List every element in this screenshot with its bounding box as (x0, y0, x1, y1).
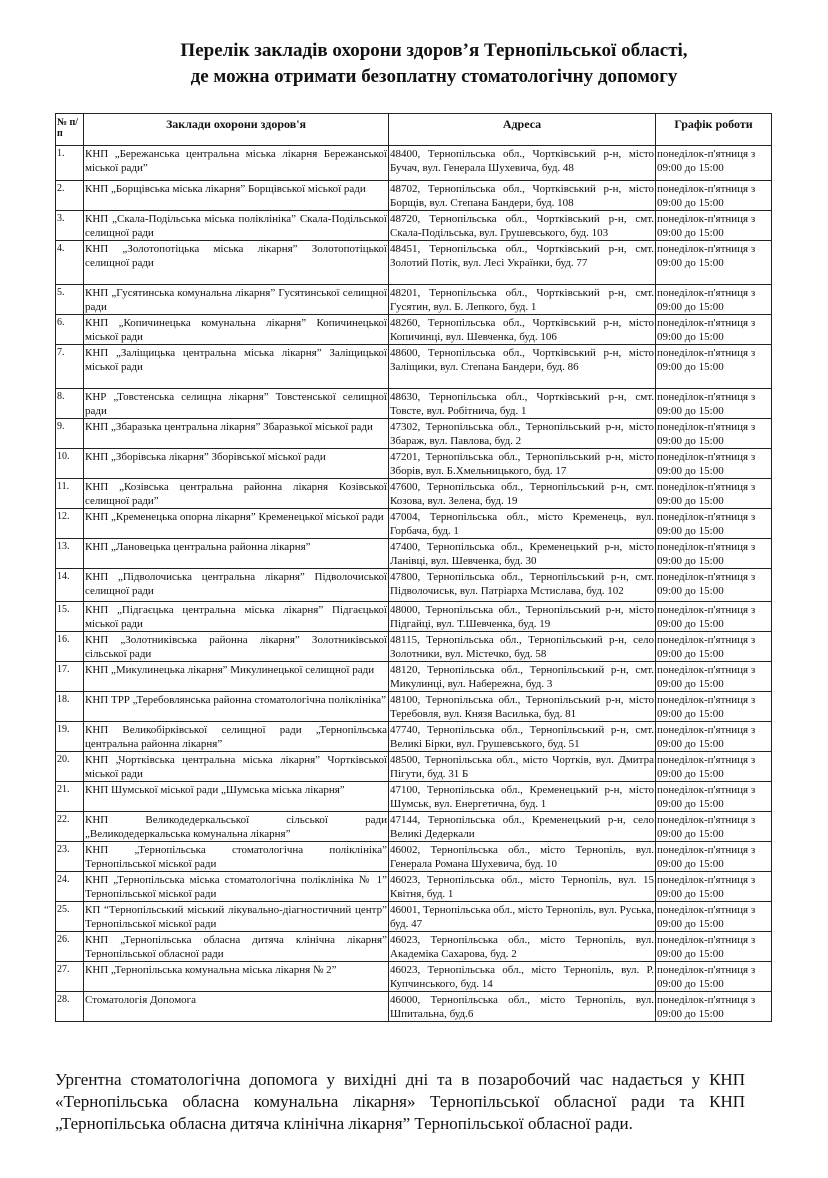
row-schedule: понеділок-п'ятниця з 09:00 до 15:00 (656, 211, 772, 241)
row-institution: КНП „Кременецька опорна лікарня” Кременецької міської ради (84, 509, 389, 539)
header-num: № п/п (56, 114, 84, 146)
row-schedule: понеділок-п'ятниця з 09:00 до 15:00 (656, 782, 772, 812)
table-row (56, 692, 772, 722)
row-number: 24. (56, 872, 84, 902)
footer-note: Ургентна стоматологічна допомога у вихідні дні та в позаробочий час надається у КНП «Тернопільська обласна комунальна лікарня» Тернопільської обласної ради та КНП „Тернопільська обласна дитяча клінічна лікарня” Тернопільської обласної ради. (55, 1070, 745, 1133)
row-number: 2. (56, 181, 84, 211)
row-number: 15. (56, 602, 84, 632)
row-schedule: понеділок-п'ятниця з 09:00 до 15:00 (656, 389, 772, 419)
row-address: 46023, Тернопільська обл., місто Тернопіль, вул. Академіка Сахарова, буд. 2 (389, 932, 656, 962)
table-row (56, 782, 772, 812)
row-number: 16. (56, 632, 84, 662)
row-institution: КНП „Зборівська лікарня” Зборівської міської ради (84, 449, 389, 479)
row-number: 25. (56, 902, 84, 932)
row-institution: КНП „Тернопільська обласна дитяча клінічна лікарня” Тернопільської обласної ради (84, 932, 389, 962)
table-row (56, 722, 772, 752)
row-address: 47800, Тернопільська обл., Тернопільський р-н, смт. Підволочиськ, вул. Патріарха Мстислава, буд. 102 (389, 569, 656, 602)
row-number: 23. (56, 842, 84, 872)
row-schedule: понеділок-п'ятниця з 09:00 до 15:00 (656, 962, 772, 992)
row-institution: КНП „Заліщицька центральна міська лікарня” Заліщицької міської ради (84, 345, 389, 389)
table-row (56, 315, 772, 345)
row-schedule: понеділок-п'ятниця з 09:00 до 15:00 (656, 146, 772, 181)
table-row (56, 211, 772, 241)
table-row (56, 842, 772, 872)
table-row (56, 812, 772, 842)
row-schedule: понеділок-п'ятниця з 09:00 до 15:00 (656, 241, 772, 285)
row-number: 8. (56, 389, 84, 419)
row-institution: КНП „Підволочиська центральна лікарня” Підволочиської селищної ради (84, 569, 389, 602)
row-number: 14. (56, 569, 84, 602)
row-number: 7. (56, 345, 84, 389)
row-schedule: понеділок-п'ятниця з 09:00 до 15:00 (656, 812, 772, 842)
row-address: 46023, Тернопільська обл., місто Тернопіль, вул. Р. Купчинського, буд. 14 (389, 962, 656, 992)
row-institution: КНП ТРР „Теребовлянська районна стоматологічна поліклініка” (84, 692, 389, 722)
row-schedule: понеділок-п'ятниця з 09:00 до 15:00 (656, 632, 772, 662)
row-address: 48702, Тернопільська обл., Чортківський р-н, місто Борщів, вул. Степана Бандери, буд. 108 (389, 181, 656, 211)
row-institution: КНП „Тернопільська міська стоматологічна поліклініка № 1” Тернопільської міської ради (84, 872, 389, 902)
row-address: 47004, Тернопільська обл., місто Кременець, вул. Горбача, буд. 1 (389, 509, 656, 539)
row-schedule: понеділок-п'ятниця з 09:00 до 15:00 (656, 902, 772, 932)
row-number: 18. (56, 692, 84, 722)
row-address: 48600, Тернопільська обл., Чортківський р-н, місто Заліщики, вул. Степана Бандери, буд. 86 (389, 345, 656, 389)
row-institution: КНП „Бережанська центральна міська лікарня Бережанської міської ради” (84, 146, 389, 181)
row-address: 47144, Тернопільська обл., Кременецький р-н, село Великі Дедеркали (389, 812, 656, 842)
row-address: 47740, Тернопільська обл., Тернопільський р-н, смт. Великі Бірки, вул. Грушевського, буд. 51 (389, 722, 656, 752)
row-schedule: понеділок-п'ятниця з 09:00 до 15:00 (656, 842, 772, 872)
table-row (56, 932, 772, 962)
row-schedule: понеділок-п'ятниця з 09:00 до 15:00 (656, 509, 772, 539)
table-row (56, 181, 772, 211)
row-address: 47302, Тернопільська обл., Тернопільський р-н, місто Збараж, вул. Павлова, буд. 2 (389, 419, 656, 449)
row-number: 13. (56, 539, 84, 569)
row-schedule: понеділок-п'ятниця з 09:00 до 15:00 (656, 345, 772, 389)
table-row (56, 509, 772, 539)
row-institution: КНП „Тернопільська комунальна міська лікарня № 2” (84, 962, 389, 992)
row-number: 9. (56, 419, 84, 449)
table-row (56, 752, 772, 782)
row-institution: КНР „Товстенська селищна лікарня” Товстенської селищної ради (84, 389, 389, 419)
table-row (56, 539, 772, 569)
table-row (56, 992, 772, 1022)
table-row (56, 872, 772, 902)
row-schedule: понеділок-п'ятниця з 09:00 до 15:00 (656, 539, 772, 569)
institutions-table (55, 113, 772, 1022)
row-institution: КНП „Підгаєцька центральна міська лікарня” Підгаєцької міської ради (84, 602, 389, 632)
row-institution: КНП „Микулинецька лікарня” Микулинецької селищної ради (84, 662, 389, 692)
row-address: 48630, Тернопільська обл., Чортківський р-н, смт. Товсте, вул. Робітнича, буд. 1 (389, 389, 656, 419)
row-number: 5. (56, 285, 84, 315)
table-row (56, 632, 772, 662)
row-address: 47400, Тернопільська обл., Кременецький р-н, місто Ланівці, вул. Шевченка, буд. 30 (389, 539, 656, 569)
row-number: 10. (56, 449, 84, 479)
row-number: 3. (56, 211, 84, 241)
row-schedule: понеділок-п'ятниця з 09:00 до 15:00 (656, 872, 772, 902)
row-institution: КНП „Золотопотіцька міська лікарня” Золотопотіцької селищної ради (84, 241, 389, 285)
row-address: 48120, Тернопільська обл., Тернопільський р-н, смт. Микулинці, вул. Набережна, буд. 3 (389, 662, 656, 692)
row-address: 48500, Тернопільська обл., місто Чортків, вул. Дмитра Пігути, буд. 31 Б (389, 752, 656, 782)
table-row (56, 241, 772, 285)
row-institution: КНП „Гусятинська комунальна лікарня” Гусятинської селищної ради (84, 285, 389, 315)
row-number: 6. (56, 315, 84, 345)
row-schedule: понеділок-п'ятниця з 09:00 до 15:00 (656, 602, 772, 632)
row-schedule: понеділок-п'ятниця з 09:00 до 15:00 (656, 752, 772, 782)
row-address: 48100, Тернопільська обл., Тернопільський р-н, місто Теребовля, вул. Князя Василька, буд. 81 (389, 692, 656, 722)
row-institution: КНП „Чортківська центральна міська лікарня” Чортківської міської ради (84, 752, 389, 782)
row-institution: КНП Шумської міської ради „Шумська міська лікарня” (84, 782, 389, 812)
row-institution: КНП „Борщівська міська лікарня” Борщівської міської ради (84, 181, 389, 211)
table-row (56, 902, 772, 932)
row-address: 46000, Тернопільська обл., місто Тернопіль, вул. Шпитальна, буд.6 (389, 992, 656, 1022)
table-row (56, 345, 772, 389)
table-row (56, 479, 772, 509)
row-number: 28. (56, 992, 84, 1022)
row-number: 17. (56, 662, 84, 692)
row-number: 12. (56, 509, 84, 539)
row-schedule: понеділок-п'ятниця з 09:00 до 15:00 (656, 181, 772, 211)
row-schedule: понеділок-п'ятниця з 09:00 до 15:00 (656, 722, 772, 752)
row-address: 48400, Тернопільська обл., Чортківський р-н, місто Бучач, вул. Генерала Шухевича, буд. 48 (389, 146, 656, 181)
table-row (56, 962, 772, 992)
row-schedule: понеділок-п'ятниця з 09:00 до 15:00 (656, 569, 772, 602)
row-number: 11. (56, 479, 84, 509)
row-institution: КНП Великодедеркальської сільської ради „Великодедеркальська комунальна лікарня” (84, 812, 389, 842)
table-row (56, 285, 772, 315)
table-body (56, 146, 772, 1022)
title-line-2: де можна отримати безоплатну стоматологічну допомогу (190, 66, 678, 87)
header-schedule: Графік роботи (656, 114, 772, 146)
row-schedule: понеділок-п'ятниця з 09:00 до 15:00 (656, 315, 772, 345)
row-schedule: понеділок-п'ятниця з 09:00 до 15:00 (656, 285, 772, 315)
table-row (56, 602, 772, 632)
header-institution: Заклади охорони здоров'я (84, 114, 389, 146)
row-address: 48000, Тернопільська обл., Тернопільський р-н, місто Підгайці, вул. Т.Шевченка, буд. 19 (389, 602, 656, 632)
title-line-1: Перелік закладів охорони здоров’я Тернопільської області, (180, 40, 688, 61)
row-number: 22. (56, 812, 84, 842)
row-number: 26. (56, 932, 84, 962)
row-number: 21. (56, 782, 84, 812)
row-institution: КНП „Золотниківська районна лікарня” Золотниківської сільської ради (84, 632, 389, 662)
table-row (56, 449, 772, 479)
row-institution: КНП „Лановецька центральна районна лікарня” (84, 539, 389, 569)
table-row (56, 569, 772, 602)
row-number: 20. (56, 752, 84, 782)
row-address: 48451, Тернопільська обл., Чортківський р-н, смт. Золотий Потік, вул. Лесі Українки, буд. 77 (389, 241, 656, 285)
row-number: 27. (56, 962, 84, 992)
table-row (56, 389, 772, 419)
row-address: 48260, Тернопільська обл., Чортківський р-н, місто Копичинці, вул. Шевченка, буд. 106 (389, 315, 656, 345)
row-address: 46023, Тернопільська обл., місто Тернопіль, вул. 15 Квітня, буд. 1 (389, 872, 656, 902)
row-institution: КНП „Збаразька центральна лікарня” Збаразької міської ради (84, 419, 389, 449)
row-address: 48115, Тернопільська обл., Тернопільський р-н, село Золотники, вул. Містечко, буд. 58 (389, 632, 656, 662)
row-schedule: понеділок-п'ятниця з 09:00 до 15:00 (656, 692, 772, 722)
table-header-row (56, 114, 772, 146)
row-institution: КНП „Скала-Подільська міська поліклініка” Скала-Подільської селищної ради (84, 211, 389, 241)
row-address: 48201, Тернопільська обл., Чортківський р-н, смт. Гусятин, вул. Б. Лепкого, буд. 1 (389, 285, 656, 315)
row-institution: КНП „Козівська центральна районна лікарня Козівської селищної ради” (84, 479, 389, 509)
row-institution: КНП „Копичинецька комунальна лікарня” Копичинецької міської ради (84, 315, 389, 345)
row-address: 47600, Тернопільська обл., Тернопільський р-н, смт. Козова, вул. Зелена, буд. 19 (389, 479, 656, 509)
row-address: 46001, Тернопільська обл., місто Тернопіль, вул. Руська, буд. 47 (389, 902, 656, 932)
row-address: 47100, Тернопільська обл., Кременецький р-н, місто Шумськ, вул. Енергетична, буд. 1 (389, 782, 656, 812)
row-schedule: понеділок-п'ятниця з 09:00 до 15:00 (656, 479, 772, 509)
row-schedule: понеділок-п'ятниця з 09:00 до 15:00 (656, 449, 772, 479)
row-address: 47201, Тернопільська обл., Тернопільський р-н, місто Зборів, вул. Б.Хмельницького, буд. 17 (389, 449, 656, 479)
row-schedule: понеділок-п'ятниця з 09:00 до 15:00 (656, 662, 772, 692)
row-institution: КНП Великобірківської селищної ради „Тернопільська центральна районна лікарня” (84, 722, 389, 752)
row-schedule: понеділок-п'ятниця з 09:00 до 15:00 (656, 932, 772, 962)
row-address: 46002, Тернопільська обл., місто Тернопіль, вул. Генерала Романа Шухевича, буд. 10 (389, 842, 656, 872)
row-schedule: понеділок-п'ятниця з 09:00 до 15:00 (656, 992, 772, 1022)
row-number: 19. (56, 722, 84, 752)
row-number: 1. (56, 146, 84, 181)
table-row (56, 662, 772, 692)
table-row (56, 419, 772, 449)
row-institution: КНП „Тернопільська стоматологічна поліклініка” Тернопільської міської ради (84, 842, 389, 872)
header-address: Адреса (389, 114, 656, 146)
row-number: 4. (56, 241, 84, 285)
row-address: 48720, Тернопільська обл., Чортківський р-н, смт. Скала-Подільська, вул. Грушевського, буд. 103 (389, 211, 656, 241)
row-institution: КП “Тернопільський міський лікувально-діагностичний центр” Тернопільської міської ради (84, 902, 389, 932)
table-row (56, 146, 772, 181)
row-schedule: понеділок-п'ятниця з 09:00 до 15:00 (656, 419, 772, 449)
page-title (0, 38, 828, 90)
row-institution: Стоматологія Допомога (84, 992, 389, 1022)
